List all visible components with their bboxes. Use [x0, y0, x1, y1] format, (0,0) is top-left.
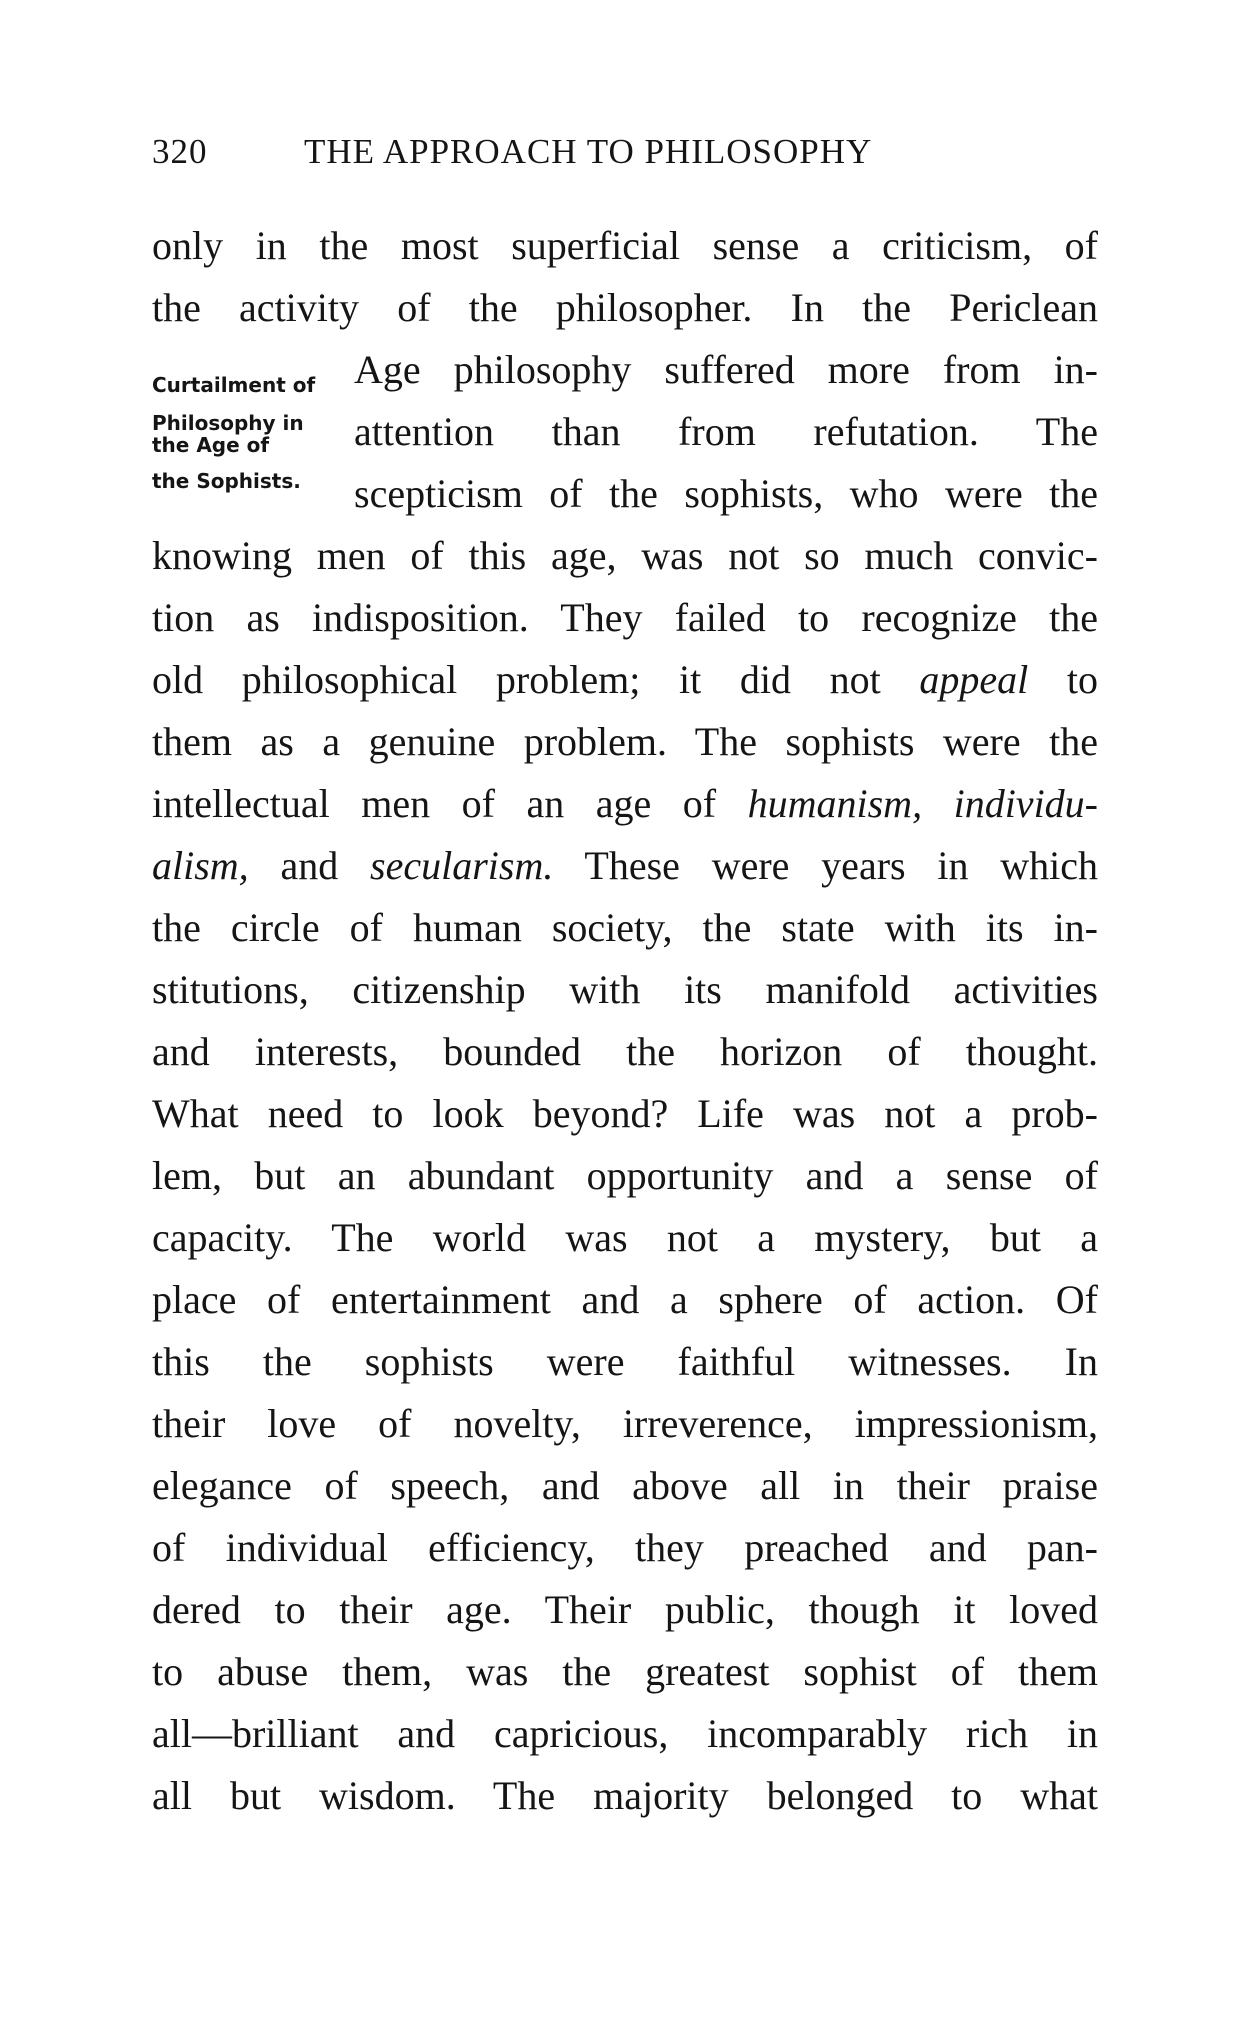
body-line: Age philosophy suffered more from in- — [354, 347, 1098, 392]
body-line — [152, 780, 1098, 828]
running-title: THE APPROACH TO PHILOSOPHY — [304, 132, 873, 171]
body-line: elegance of speech, and above all in their praise — [152, 1463, 1098, 1508]
body-line: the circle of human society, the state with its in- — [152, 905, 1098, 950]
body-line: all but wisdom. The majority belonged to what — [152, 1773, 1098, 1818]
body-line: dered to their age. Their public, though it loved — [152, 1587, 1098, 1632]
body-line: only in the most superficial sense a criticism, of — [152, 223, 1098, 268]
margin-note-line: Philosophy in — [152, 411, 304, 435]
body-line: their love of novelty, irreverence, impressionism, — [152, 1401, 1098, 1446]
body-line: them as a genuine problem. The sophists were the — [152, 719, 1098, 764]
text-span: intellectual men of an age of — [152, 781, 717, 826]
italic-term: secularism. — [370, 843, 554, 888]
body-line: to abuse them, was the greatest sophist of them — [152, 1649, 1098, 1694]
body-line: all—brilliant and capricious, incomparably rich in — [152, 1711, 1098, 1756]
body-line: the activity of the philosopher. In the Periclean — [152, 285, 1098, 330]
body-line: tion as indisposition. They failed to recognize the — [152, 595, 1098, 640]
text-span: and — [280, 843, 339, 888]
body-line: scepticism of the sophists, who were the — [354, 471, 1098, 516]
body-line: this the sophists were faithful witnesses. In — [152, 1339, 1098, 1384]
body-line: stitutions, citizenship with its manifold activities — [152, 967, 1098, 1012]
body-line: attention than from refutation. The — [354, 409, 1098, 454]
body-line: of individual efficiency, they preached and pan- — [152, 1525, 1098, 1570]
body-line: capacity. The world was not a mystery, but a — [152, 1215, 1098, 1260]
margin-note-line: the Age of — [152, 433, 270, 457]
page-number: 320 — [152, 132, 208, 171]
text-span: to — [1066, 657, 1098, 702]
text-span: old philosophical problem; it did not — [152, 657, 881, 702]
body-line — [152, 842, 1098, 890]
margin-note-line: Curtailment of — [152, 373, 316, 397]
body-line: lem, but an abundant opportunity and a sense of — [152, 1153, 1098, 1198]
body-line: place of entertainment and a sphere of action. Of — [152, 1277, 1098, 1322]
text-span: These were years in which — [584, 843, 1099, 888]
margin-note-line: the Sophists. — [152, 469, 301, 493]
body-line: What need to look beyond? Life was not a prob- — [152, 1091, 1098, 1136]
margin-note — [152, 374, 352, 492]
body-line: and interests, bounded the horizon of thought. — [152, 1029, 1098, 1074]
page-header — [152, 132, 1112, 182]
body-line: knowing men of this age, was not so much convic- — [152, 533, 1098, 578]
italic-term: alism, — [152, 843, 249, 888]
body-line — [152, 656, 1098, 704]
italic-term: appeal — [919, 657, 1029, 702]
italic-term: humanism, individu- — [747, 781, 1098, 826]
